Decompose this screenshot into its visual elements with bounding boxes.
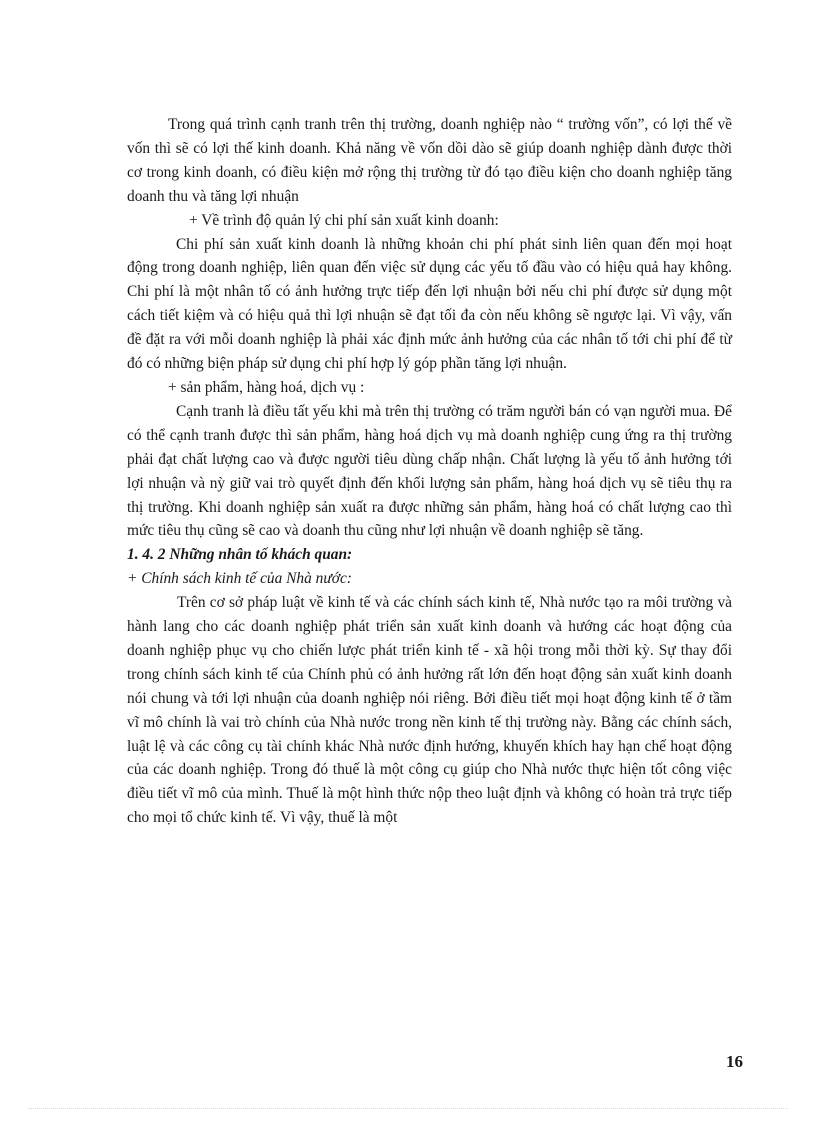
footer-divider [28,1108,788,1109]
subsection-heading: + Chính sách kinh tế của Nhà nước: [127,570,352,588]
paragraph-capital-advantage: Trong quá trình cạnh tranh trên thị trường, doanh nghiệp nào “ trường vốn”, có lợi thế về vốn thì sẽ có lợi thế kinh doanh. Khả năng về vốn dồi dào sẽ giúp doanh nghiệp dành được thời cơ trong kinh doanh, có điều kiện mở rộng thị trường từ đó tạo điều kiện cho doanh nghiệp tăng doanh thu và tăng lợi nhuận [127,116,732,205]
body-text [127,113,732,830]
subsection-cost-management: + Về trình độ quản lý chi phí sản xuất kinh doanh: [189,211,499,229]
paragraph-products: Cạnh tranh là điều tất yếu khi mà trên thị trường có trăm người bán có vạn người mua. Để có thể cạnh tranh được thì sản phẩm, hàng hoá dịch vụ mà doanh nghiệp cung ứng ra thị trường phải đạt chất lượng cao và được người tiêu dùng chấp nhận. Chất lượng là yếu tố ảnh hưởng tới lợi nhuận và nỳ giữ vai trò quyết định đến khối lượng sản phẩm, hàng hoá dịch vụ sẽ tiêu thụ ra thị trường. Khi doanh nghiệp sản xuất ra được những sản phẩm, hàng hoá có chất lượng cao thì mức tiêu thụ cũng sẽ cao và doanh thu cũng như lợi nhuận về doanh nghiệp sẽ tăng. [127,402,732,540]
paragraph-cost-management: Chi phí sản xuất kinh doanh là những khoản chi phí phát sinh liên quan đến mọi hoạt động trong doanh nghiệp, liên quan đến việc sử dụng các yếu tố đầu vào có hiệu quả hay không. Chi phí là một nhân tố có ảnh hưởng trực tiếp đến lợi nhuận bởi nếu chi phí được sử dụng một cách tiết kiệm và có hiệu quả thì lợi nhuận sẽ đạt tối đa còn nếu không sẽ ngược lại. Vì vậy, vấn đề đặt ra với mỗi doanh nghiệp là phải xác định mức ảnh hưởng của các nhân tố tới chi phí để từ đó có những biện pháp sử dụng chi phí hợp lý góp phần tăng lợi nhuận. [127,235,732,373]
page-number: 16 [726,1052,743,1071]
paragraph-economic-policy: Trên cơ sở pháp luật về kinh tế và các chính sách kinh tế, Nhà nước tạo ra môi trường và hành lang cho các doanh nghiệp phát triển sản xuất kinh doanh và hướng các hoạt động của doanh nghiệp phục vụ cho chiến lược phát triển kinh tế - xã hội trong mỗi thời kỳ. Sự thay đổi trong chính sách kinh tế của Chính phủ có ảnh hưởng rất lớn đến hoạt động sản xuất kinh doanh nói chung và tới lợi nhuận của doanh nghiệp nói riêng. Bởi điều tiết mọi hoạt động kinh tế ở tầm vĩ mô chính là vai trò chính của Nhà nước trong nền kinh tế thị trường này. Bằng các chính sách, luật lệ và các công cụ tài chính khác Nhà nước định hướng, khuyến khích hay hạn chế hoạt động của các doanh nghiệp. Trong đó thuế là một công cụ giúp cho Nhà nước thực hiện tốt công việc điều tiết vĩ mô của mình. Thuế là một hình thức nộp theo luật định và không có hoàn trả trực tiếp cho mọi tổ chức kinh tế. Vì vậy, thuế là một [127,594,732,827]
subsection-products: + sản phẩm, hàng hoá, dịch vụ : [168,378,365,396]
section-heading: 1. 4. 2 Những nhân tố khách quan: [127,546,353,564]
